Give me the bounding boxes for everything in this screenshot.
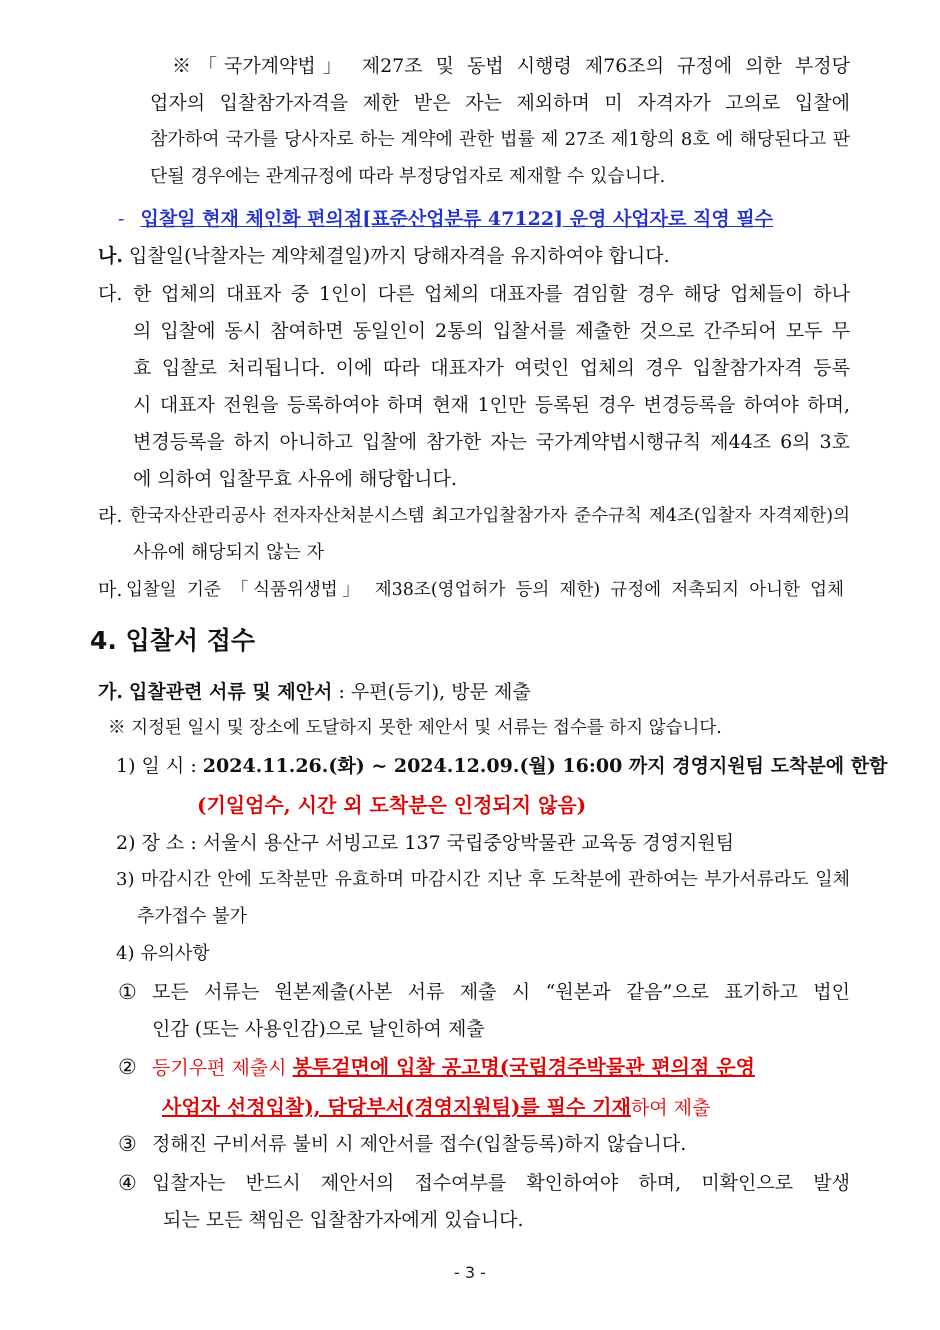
item-da-marker: 다.: [98, 283, 123, 305]
notice-line-3: 참가하여 국가를 당사자로 하는 계약에 관한 법률 제 27조 제1항의 8호 에 해당된다고 판: [150, 129, 850, 150]
deadline-line-2: 추가접수 불가: [137, 906, 248, 927]
item-da-line-6: 에 의하여 입찰무효 사유에 해당합니다.: [133, 468, 457, 490]
caution-2-marker: ②: [118, 1055, 137, 1079]
ga-label: 입찰관련 서류 및 제안서: [129, 681, 333, 703]
schedule-prefix: 1) 일 시 :: [116, 755, 203, 777]
location-line: 2) 장 소 : 서울시 용산구 서빙고로 137 국립중앙박물관 교육동 경영지원팀: [116, 832, 735, 854]
page-number: - 3 -: [454, 1263, 486, 1282]
caution-2-bold-1: 봉투겉면에 입찰 공고명(국립경주박물관 편의점 운영: [292, 1055, 755, 1079]
schedule-value: 2024.11.26.(화) ~ 2024.12.09.(월) 16:00 까지 경영지원팀 도착분에 한함: [202, 755, 888, 777]
caution-1-marker: ①: [118, 980, 137, 1004]
item-da-line-5: 변경등록을 하지 아니하고 입찰에 참가한 자는 국가계약법시행규칙 제44조 6의 3호: [133, 431, 850, 453]
notice-line-1: ※「국가계약법」 제27조 및 동법 시행령 제76조의 규정에 의한 부정당: [172, 55, 850, 77]
requirement-dash: -: [118, 208, 125, 230]
requirement-line: [118, 206, 773, 232]
item-na-marker: 나.: [98, 245, 123, 267]
ga-value: : 우편(등기), 방문 제출: [332, 681, 531, 703]
item-na-text: 입찰일(낙찰자는 계약체결일)까지 당해자격을 유지하여야 합니다.: [129, 245, 670, 267]
caution-4-line-2: 되는 모든 책임은 입찰참가자에게 있습니다.: [163, 1209, 524, 1231]
caution-2-pre: 등기우편 제출시: [152, 1057, 293, 1079]
item-ra-line-1: 한국자산관리공사 전자자산처분시스템 최고가입찰참가자 준수규칙 제4조(입찰자 자격제한)의: [130, 506, 850, 526]
caution-2-line-1: [152, 1054, 755, 1081]
section-4-heading: 4. 입찰서 접수: [90, 626, 256, 655]
item-ra-line-2: 사유에 해당되지 않는 자: [133, 542, 325, 563]
caution-2-line-2: [162, 1094, 710, 1121]
cautions-heading: 4) 유의사항: [116, 943, 210, 964]
caution-2-bold-2: 사업자 선정입찰), 담당부서(경영지원팀)를 필수 기재: [162, 1095, 631, 1119]
caution-1-line-1: 모든 서류는 원본제출(사본 서류 제출 시 “원본과 같음”으로 표기하고 법인: [152, 981, 850, 1003]
caution-3-text: 정해진 구비서류 불비 시 제안서를 접수(입찰등록)하지 않습니다.: [152, 1133, 687, 1155]
deadline-line-1: 3) 마감시간 안에 도착분만 유효하며 마감시간 지난 후 도착분에 관하여는 부가서류라도 일체: [116, 869, 850, 890]
item-da-line-3: 효 입찰로 처리됩니다. 이에 따라 대표자가 여럿인 업체의 경우 입찰참가자격 등록: [133, 357, 850, 379]
item-ma-marker: 마.: [98, 579, 123, 601]
section4-ga-line: [98, 679, 531, 705]
section4-note: ※ 지정된 일시 및 장소에 도달하지 못한 제안서 및 서류는 접수를 하지 않습니다.: [108, 718, 722, 738]
item-ra-marker: 라.: [98, 505, 123, 527]
caution-4-line-1: 입찰자는 반드시 제안서의 접수여부를 확인하여야 하며, 미확인으로 발생: [152, 1172, 850, 1194]
requirement-text: 입찰일 현재 체인화 편의점[표준산업분류 47122] 운영 사업자로 직영 필수: [140, 208, 774, 230]
item-na: [98, 243, 670, 269]
ga-marker: 가.: [98, 681, 123, 703]
notice-line-2: 업자의 입찰참가자격을 제한 받은 자는 제외하며 미 자격자가 고의로 입찰에: [150, 92, 850, 114]
notice-line-4: 단될 경우에는 관계규정에 따라 부정당업자로 제재할 수 있습니다.: [150, 166, 666, 187]
item-da-line-4: 시 대표자 전원을 등록하여야 하며 현재 1인만 등록된 경우 변경등록을 하여야 하며,: [133, 394, 850, 416]
caution-1-line-2: 인감 (또는 사용인감)으로 날인하여 제출: [152, 1018, 485, 1040]
item-da-line-2: 의 입찰에 동시 참여하면 동일인이 2통의 입찰서를 제출한 것으로 간주되어 모두 무: [133, 320, 850, 342]
item-ma-text: 입찰일 기준 「식품위생법」 제38조(영업허가 등의 제한) 규정에 저촉되지 아니한 업체: [126, 580, 844, 600]
schedule-note: (기일엄수, 시간 외 도착분은 인정되지 않음): [197, 793, 587, 817]
item-da-line-1: 한 업체의 대표자 중 1인이 다른 업체의 대표자를 겸임할 경우 해당 업체들이 하나: [133, 283, 850, 305]
schedule-line: [116, 753, 887, 779]
caution-2-post: 하여 제출: [630, 1097, 711, 1119]
caution-3-marker: ③: [118, 1132, 137, 1156]
caution-4-marker: ④: [118, 1171, 137, 1195]
